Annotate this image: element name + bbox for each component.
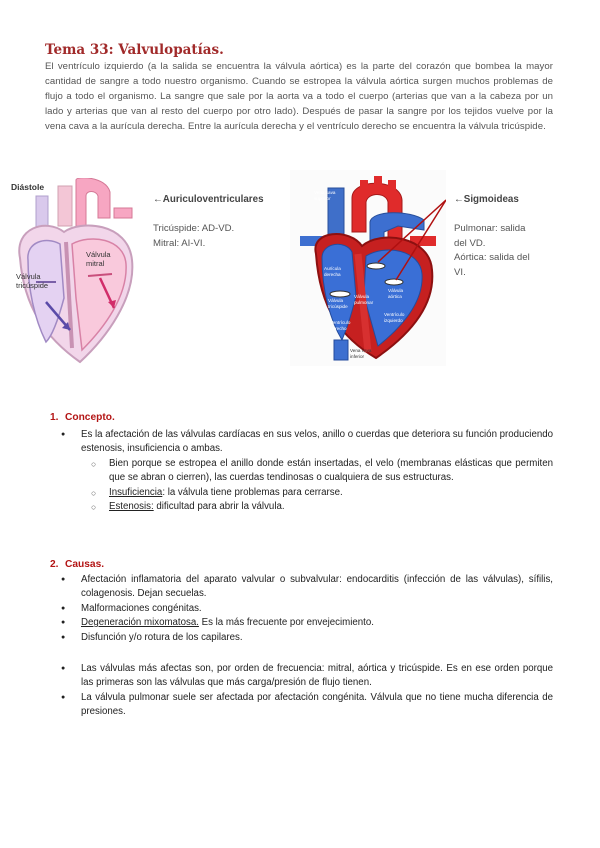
av-valves-heading: ←Auriculoventriculares — [153, 194, 264, 205]
diastole-heart-figure — [6, 178, 144, 366]
sigmoid-line-2: del VD. — [454, 238, 486, 249]
degeneracion-def: Es la más frecuente por envejecimiento. — [198, 617, 374, 629]
page-title: Tema 33: Valvulopatías. — [45, 42, 224, 58]
tricuspid-valve-label: Válvula tricúspide — [16, 272, 49, 290]
concepto-bullet-1: ● Es la afectación de las válvulas cardíacas en sus velos, anillo o cuerdas que deteriora su función produciendo estenosis, insuficiencia o ambas. — [81, 428, 553, 457]
sigmoid-line-4: VI. — [454, 267, 466, 278]
anatomy-label-6: Ventrículo izquierdo — [384, 312, 405, 323]
insuficiencia-def: : la válvula tiene problemas para cerrarse. — [162, 486, 343, 498]
av-tricuspid-text: Tricúspide: AD-VD. — [153, 223, 235, 234]
sigmoid-line-1: Pulmonar: salida — [454, 223, 526, 234]
anatomy-label-2: Válvula tricúspide — [328, 298, 348, 309]
diastole-label: Diástole — [11, 182, 45, 192]
concepto-sub-3 — [109, 500, 553, 514]
causas-bullet-4: ● Disfunción y/o rotura de los capilares. — [81, 631, 553, 645]
intro-paragraph: El ventrículo izquierdo (a la salida se encuentra la válvula aórtica) es la parte del corazón que bombea la mayor cantidad de sangre a todo nuestro organismo. Cuando se estropea la válvula aórtica surgen muchos problemas de flujo a todo el organismo. La sangre que sale por la aorta va a todo el cuerpo (arterias que van a la cabeza por un lado y arterias que van al resto del cuerpo por otro lado). Después de pasar la sangre por los tejidos vuelve por la vena cava a la aurícula derecha. Entre la aurícula derecha y el ventrículo derecho se encuentra la válvula tricúspide. — [45, 61, 553, 132]
section-title: Causas. — [65, 559, 105, 570]
anatomy-label-7: Vena cava inferior — [350, 348, 372, 359]
causas-bullet-1: ● Afectación inflamatoria del aparato valvular o subvalvular: endocarditis (infección de las válvulas), sífilis, colagenosis. Dejan secuelas. — [81, 573, 553, 602]
sigmoid-valves-heading: ←Sigmoideas — [454, 194, 519, 205]
heart-anatomy-figure — [290, 170, 446, 366]
av-mitral-text: Mitral: AI-VI. — [153, 238, 206, 249]
section-number: 2. — [50, 559, 59, 570]
estenosis-def: dificultad para abrir la válvula. — [153, 501, 285, 513]
anatomy-label-1: Aurícula derecha — [324, 266, 341, 277]
concepto-sublist — [109, 457, 553, 515]
anatomy-label-5: Ventrículo derecho — [330, 320, 351, 331]
anatomy-label-0: Vena cava superior — [314, 190, 336, 201]
mitral-valve-label: Válvula mitral — [86, 250, 111, 268]
concepto-sub-1: ○ Bien porque se estropea el anillo donde están insertadas, el velo (membranas elásticas que permiten que se abran o cierren), las cuerdas tendinosas o cualquiera de sus estructuras. — [109, 457, 553, 486]
insuficiencia-term: Insuficiencia — [109, 486, 163, 498]
sigmoid-line-3: Aórtica: salida del — [454, 252, 530, 263]
section-number: 1. — [50, 412, 59, 423]
estenosis-term: Estenosis: — [109, 501, 154, 513]
causas-list-2 — [81, 662, 553, 720]
anatomy-label-4: Válvula aórtica — [388, 288, 404, 299]
concepto-list — [81, 428, 553, 457]
section-causas-heading — [50, 559, 104, 570]
section-title: Concepto. — [65, 412, 115, 423]
anatomy-label-3: Válvula pulmonar — [354, 294, 374, 305]
concepto-sub-2 — [109, 486, 553, 500]
causas-bullet-2: ● Malformaciones congénitas. — [81, 602, 553, 616]
section-concepto-heading — [50, 412, 115, 423]
degeneracion-term: Degeneración mixomatosa. — [81, 617, 199, 629]
causas-bullet-6: ● La válvula pulmonar suele ser afectada por afectación congénita. Válvula que no tiene mucha diferencia de presiones. — [81, 691, 553, 720]
causas-bullet-5: ● Las válvulas más afectas son, por orden de frecuencia: mitral, aórtica y tricúspide. Es en ese orden porque las primeras son las válvulas que más carga/presión de flujo tienen. — [81, 662, 553, 691]
causas-list — [81, 573, 553, 645]
causas-bullet-3 — [81, 616, 553, 630]
